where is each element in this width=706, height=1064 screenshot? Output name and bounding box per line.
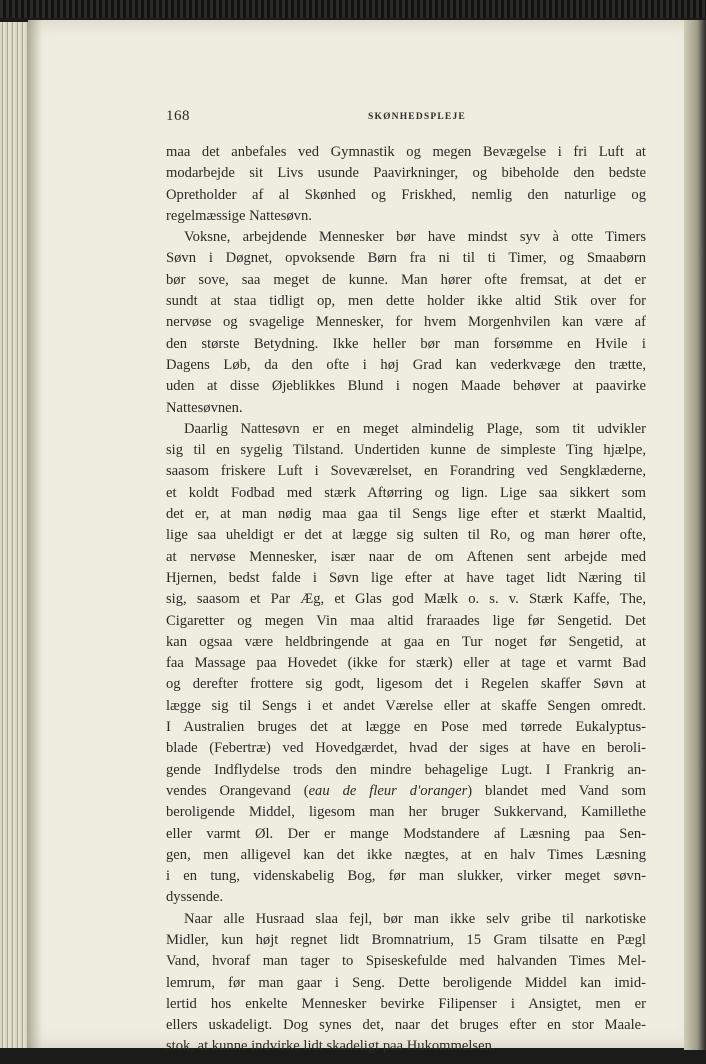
text-line: vendes Orangevand (eau de fleur d'oranger) blandet med Vand som bbox=[166, 782, 646, 799]
text-line: gende Indflydelse trods den mindre behagelige Lugt. I Frankrig an- bbox=[166, 761, 646, 778]
text-line: dyssende. bbox=[166, 889, 224, 906]
text-line: saasom friskere Luft i Soveværelset, en Forandring ved Sengklæderne, bbox=[166, 463, 646, 480]
text-line: et koldt Fodbad med stærk Aftørring og lign. Lige saa sikkert som bbox=[166, 484, 646, 501]
text-line: ellers uskadeligt. Dog synes det, naar det bruges efter en stor Maale- bbox=[166, 1017, 646, 1034]
text-line: blade (Febertræ) ved Hovedgærdet, hvad der siges at have en beroli- bbox=[166, 740, 646, 757]
paragraph bbox=[166, 227, 646, 419]
text-line: bør sove, saa meget de kunne. Man hører ofte fremsat, at det er bbox=[166, 271, 646, 288]
text-line: i en tung, videnskabelig Bog, før man slukker, virker meget søvn- bbox=[166, 868, 646, 885]
text-line: faa Massage paa Hovedet (ikke for stærk) eller at tage et varmt Bad bbox=[166, 655, 646, 672]
text-line: Hjernen, bedst falde i Søvn lige efter at have taget lidt Næring til bbox=[166, 569, 646, 586]
text-line: Naar alle Husraad slaa fejl, bør man ikke selv gribe til narkotiske bbox=[184, 910, 646, 927]
scan-top-edge bbox=[0, 0, 706, 18]
running-title: SKØNHEDSPLEJE bbox=[368, 112, 466, 122]
text-line: og derefter frottere sig godt, ligesom det i Regelen skaffer Søvn at bbox=[166, 676, 646, 693]
text-line: det er, at man nødig maa gaa til Sengs lige efter et stærkt Maaltid, bbox=[166, 506, 646, 523]
text-line: Vand, hvoraf man tager to Spiseskefulde med halvanden Times Mel- bbox=[166, 953, 646, 970]
text-line: Midler, kun højt regnet lidt Bromnatrium, 15 Gram tilsatte en Pægl bbox=[166, 931, 646, 948]
text-line: lemrum, før man gaar i Seng. Dette beroligende Middel kan imid- bbox=[166, 974, 646, 991]
text-line: uden at disse Øjeblikkes Blund i nogen Maade behøver at paavirke bbox=[166, 378, 646, 395]
text-line: regelmæssige Nattesøvn. bbox=[166, 207, 312, 224]
page-number: 168 bbox=[166, 108, 190, 124]
text-line: lige saa uheldigt er det at lægge sig sulten til Ro, og man hører ofte, bbox=[166, 527, 646, 544]
text-line: I Australien bruges det at lægge en Pose med tørrede Eukalyptus- bbox=[166, 719, 646, 736]
text-line: stok, at kunne indvirke lidt skadeligt paa Hukommelsen. bbox=[166, 1038, 496, 1055]
text-line: lægge sig til Sengs i et andet Værelse eller at skaffe Sengen omredt. bbox=[166, 697, 646, 714]
text-line: Cigaretter og megen Vin maa altid fraraades lige før Sengetid. Det bbox=[166, 612, 646, 629]
text-line: Søvn i Døgnet, opvoksende Børn fra ni til ti Timer, og Smaabørn bbox=[166, 250, 646, 267]
text-line: beroligende Middel, ligesom man her bruger Sukkervand, Kamillethe bbox=[166, 804, 646, 821]
italic-phrase: eau de fleur d'oranger bbox=[308, 782, 468, 799]
text-line: Voksne, arbejdende Mennesker bør have mindst syv à otte Timers bbox=[184, 229, 646, 246]
text-line: at nervøse Mennesker, især naar de om Aftenen sent arbejde med bbox=[166, 548, 646, 565]
running-head bbox=[166, 108, 656, 130]
text-line: nervøse og svagelige Mennesker, for hvem Morgenhvilen kan være af bbox=[166, 314, 646, 331]
paragraph bbox=[166, 419, 646, 909]
text-line: Dagens Løb, da den ofte i høj Grad kan vederkvæge den trætte, bbox=[166, 356, 646, 373]
book-page-edges bbox=[0, 22, 30, 1048]
text-line: Daarlig Nattesøvn er en meget almindelig Plage, som tit udvikler bbox=[184, 420, 646, 437]
gutter-shadow bbox=[28, 20, 42, 1048]
text-line: sig, saasom et Par Æg, et Glas god Mælk o. s. v. Stærk Kaffe, The, bbox=[166, 591, 646, 608]
text-line: sig til en sygelig Tilstand. Undertiden kunne de simpleste Ting hjælpe, bbox=[166, 442, 646, 459]
paragraph bbox=[166, 142, 646, 227]
page-right-edge bbox=[684, 20, 706, 1050]
text-line: eller varmt Øl. Der er mange Modstandere af Læsning paa Sen- bbox=[166, 825, 646, 842]
text-line: gen, men alligevel kan det ikke nægtes, at en halv Times Læsning bbox=[166, 846, 646, 863]
text-line: maa det anbefales ved Gymnastik og megen Bevægelse i fri Luft at bbox=[166, 144, 646, 160]
paragraph bbox=[166, 909, 646, 1058]
text-line: modarbejde sit Livs usunde Paavirkninger, og bibeholde den bedste bbox=[166, 165, 646, 182]
text-line: Nattesøvnen. bbox=[166, 399, 243, 416]
text-line: kan ogsaa være heldbringende at gaa en Tur noget før Sengetid, at bbox=[166, 633, 646, 650]
text-line: den største Betydning. Ikke heller bør man forsømme en Hvile i bbox=[166, 335, 646, 352]
text-line: Opretholder af al Skønhed og Friskhed, nemlig den naturlige og bbox=[166, 186, 646, 203]
text-line: sundt at staa tidligt op, men dette holder ikke altid Stik over for bbox=[166, 293, 646, 310]
body-text bbox=[166, 142, 646, 1058]
text-line: lertid hos enkelte Mennesker bevirke Filipenser i Ansigtet, men er bbox=[166, 995, 646, 1012]
